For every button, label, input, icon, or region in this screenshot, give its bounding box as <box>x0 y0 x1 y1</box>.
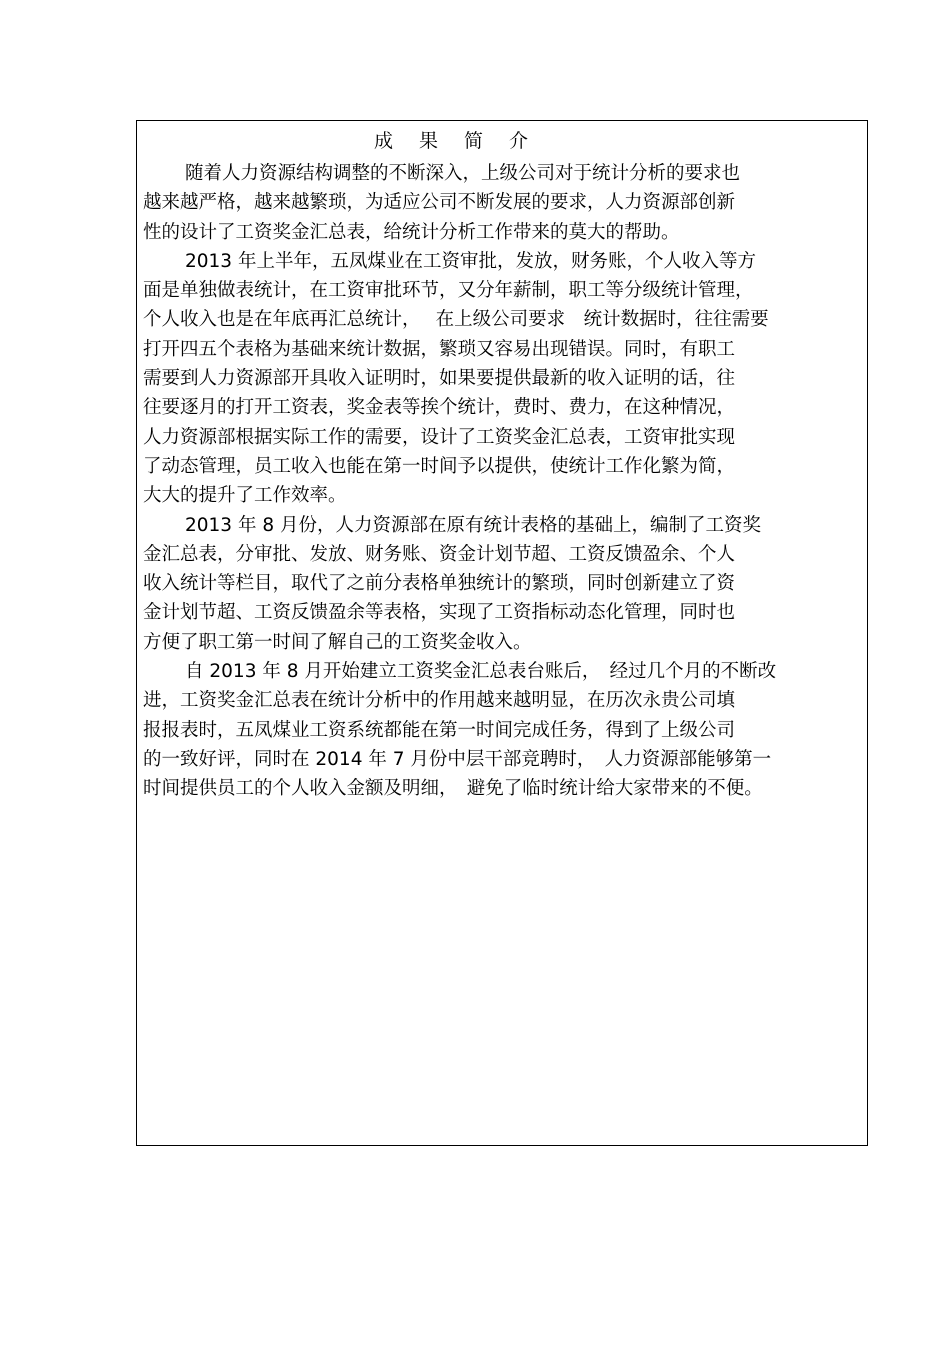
paragraph-line: 时间提供员工的个人收入金额及明细， 避免了临时统计给大家带来的不便。 <box>143 778 763 800</box>
paragraph-line: 随着人力资源结构调整的不断深入，上级公司对于统计分析的要求也 <box>185 163 741 184</box>
paragraph-2 <box>143 247 865 511</box>
paragraph-line: 大大的提升了工作效率。 <box>143 485 347 507</box>
paragraph-line: 的一致好评，同时在 2014 年 7 月份中层干部竞聘时， 人力资源部能够第一 <box>143 748 772 770</box>
paragraph-line: 面是单独做表统计，在工资审批环节，又分年薪制，职工等分级统计管理， <box>143 280 754 302</box>
paragraph-line: 金汇总表，分审批、发放、财务账、资金计划节超、工资反馈盈余、个人 <box>143 543 736 565</box>
paragraph-line: 打开四五个表格为基础来统计数据，繁琐又容易出现错误。同时，有职工 <box>143 338 736 360</box>
paragraph-4 <box>143 657 865 803</box>
paragraph-line: 越来越严格，越来越繁琐，为适应公司不断发展的要求，人力资源部创新 <box>143 192 736 214</box>
paragraph-line: 方便了职工第一时间了解自己的工资奖金收入。 <box>143 631 532 653</box>
paragraph-line: 性的设计了工资奖金汇总表，给统计分析工作带来的莫大的帮助。 <box>143 221 680 243</box>
paragraph-line: 报报表时，五凤煤业工资系统都能在第一时间完成任务，得到了上级公司 <box>143 719 736 741</box>
paragraph-line: 个人收入也是在年底再汇总统计， 在上级公司要求 统计数据时，往往需要 <box>143 309 769 331</box>
paragraph-line: 了动态管理，员工收入也能在第一时间予以提供，使统计工作化繁为简， <box>143 455 736 477</box>
paragraph-line: 往要逐月的打开工资表，奖金表等挨个统计，费时、费力，在这种情况， <box>143 397 736 419</box>
paragraph-line: 需要到人力资源部开具收入证明时，如果要提供最新的收入证明的话，往 <box>143 368 736 390</box>
paragraph-3 <box>143 511 865 657</box>
doc-title: 成 果 简 介 <box>373 130 539 152</box>
paragraph-1 <box>143 159 865 247</box>
paragraph-line: 收入统计等栏目，取代了之前分表格单独统计的繁琐，同时创新建立了资 <box>143 573 736 595</box>
paragraph-line: 金计划节超、工资反馈盈余等表格，实现了工资指标动态化管理，同时也 <box>143 602 736 624</box>
paragraph-line: 人力资源部根据实际工作的需要，设计了工资奖金汇总表，工资审批实现 <box>143 426 736 448</box>
paragraph-line: 2013 年上半年，五凤煤业在工资审批，发放，财务账，个人收入等方 <box>185 250 756 272</box>
paragraph-line: 进，工资奖金汇总表在统计分析中的作用越来越明显，在历次永贵公司填 <box>143 690 736 712</box>
paragraph-line: 2013 年 8 月份，人力资源部在原有统计表格的基础上，编制了工资奖 <box>185 514 761 536</box>
paragraph-line: 自 2013 年 8 月开始建立工资奖金汇总表台账后， 经过几个月的不断改 <box>185 661 777 683</box>
doc-body <box>143 159 865 804</box>
summary-frame <box>136 120 868 1146</box>
